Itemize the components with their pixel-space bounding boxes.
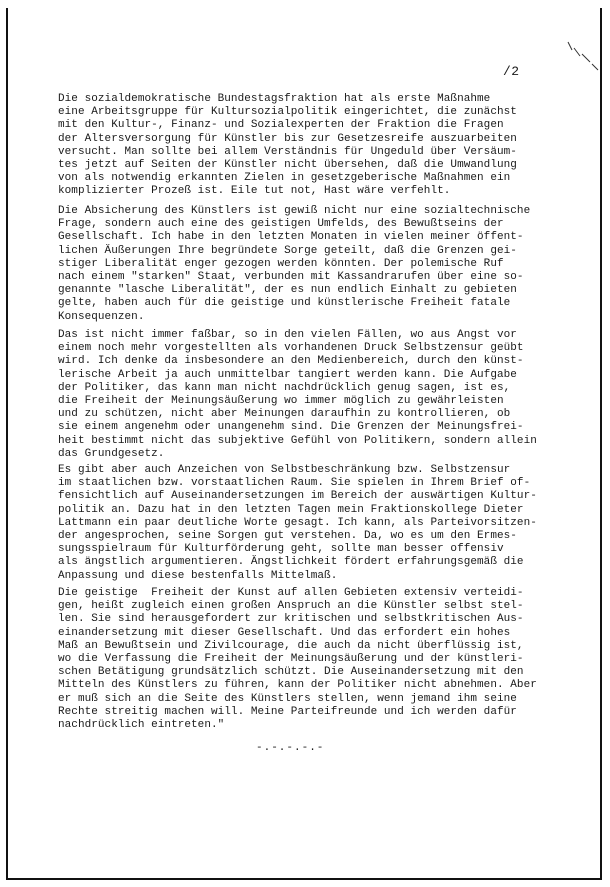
page-number: /2 [503,64,520,79]
paragraph-3: Das ist nicht immer faßbar, so in den vielen Fällen, wo aus Angst vor einem noch mehr vorgestellten als vorhandenen Druck Selbstzensur geübt wird. Ich denke da insbesondere an den Medienbereich, durch den künst- lerische Arbeit ja auch unmittelbar tangiert werden kann. Die Aufgabe der Politiker, das kann man nicht nachdrücklich genug sagen, ist es, die Freiheit der Meinungsäußerung wo immer möglich zu gewährleisten und zu schützen, nicht aber Meinungen daraufhin zu kontrollieren, ob sie einem angenehm oder unangenehm sind. Die Grenzen der Meinungsfrei- heit bestimmt nicht das subjektive Gefühl von Politikern, sondern allein das Grundgesetz. [58,329,537,460]
paragraph-4: Es gibt aber auch Anzeichen von Selbstbeschränkung bzw. Selbstzensur im staatlichen bzw. vorstaatlichen Raum. Sie spielen in Ihrem Brief of- fensichtlich auf Auseinandersetzungen im Bereich der auswärtigen Kultur- politik an. Dazu hat in den letzten Tagen mein Fraktionskollege Dieter Lattmann ein paar deutliche Worte gesagt. Ich kann, als Parteivorsitzen- der angesprochen, seine Sorgen gut verstehen. Da, wo es um den Ermes- sungsspielraum für Kulturförderung geht, sollte man besser offensiv als ängstlich argumentieren. Ängstlichkeit fördert erfahrungsgemäß die Anpassung und diese bestenfalls Mittelmaß. [58,464,537,582]
paragraph-5: Die geistige Freiheit der Kunst auf allen Gebieten extensiv verteidi- gen, heißt zugleich einen großen Anspruch an die Künstler selbst stel- len. Sie sind herausgefordert zur kritischen und selbstkritischen Aus- einandersetzung mit dieser Gesellschaft. Und das erfordert ein hohes Maß an Bewußtsein und Zivilcourage, die auch da nicht überflüssig ist, wo die Verfassung die Freiheit der Meinungsäußerung und der künstleri- schen Betätigung grundsätzlich schützt. Die Auseinandersetzung mit den Mitteln des Künstlers zu führen, kann der Politiker nicht abnehmen. Aber er muß sich an die Seite des Künstlers stellen, wenn jemand ihm seine Rechte streitig machen will. Meine Parteifreunde und ich werden dafür nachdrücklich eintreten." [58,587,537,732]
paragraph-1: Die sozialdemokratische Bundestagsfraktion hat als erste Maßnahme eine Arbeitsgruppe für Kultursozialpolitik eingerichtet, die zunächst mit den Kultur-, Finanz- und Sozialexperten der Fraktion die Fragen der Altersversorgung für Künstler bis zur Gesetzesreife auszuarbeiten versucht. Man sollte bei allem Verständnis für Ungeduld über Versäum- tes jetzt auf Seiten der Künstler nicht übersehen, daß die Umwandlung von als notwendig erkannten Zielen in gesetzgeberische Maßnahmen ein komplizierter Prozeß ist. Eile tut not, Hast wäre verfehlt. [58,93,517,198]
paragraph-2: Die Absicherung des Künstlers ist gewiß nicht nur eine sozialtechnische Frage, sondern auch eine des geistigen Umfelds, des Bewußtseins der Gesellschaft. Ich habe in den letzten Monaten in vielen meiner öffent- lichen Äußerungen Ihre begründete Sorge geteilt, daß die Grenzen gei- stiger Liberalität enger gezogen werden könnten. Der polemische Ruf nach einem "starken" Staat, verbunden mit Kassandrarufen über eine so- genannte "lasche Liberalität", der es nun endlich Einhalt zu gebieten gelte, haben auch für die geistige und künstlerische Freiheit fatale Konsequenzen. [58,205,531,323]
scan-artifact-marks [560,40,600,80]
end-marker: -.-.-.-.- [256,742,325,754]
